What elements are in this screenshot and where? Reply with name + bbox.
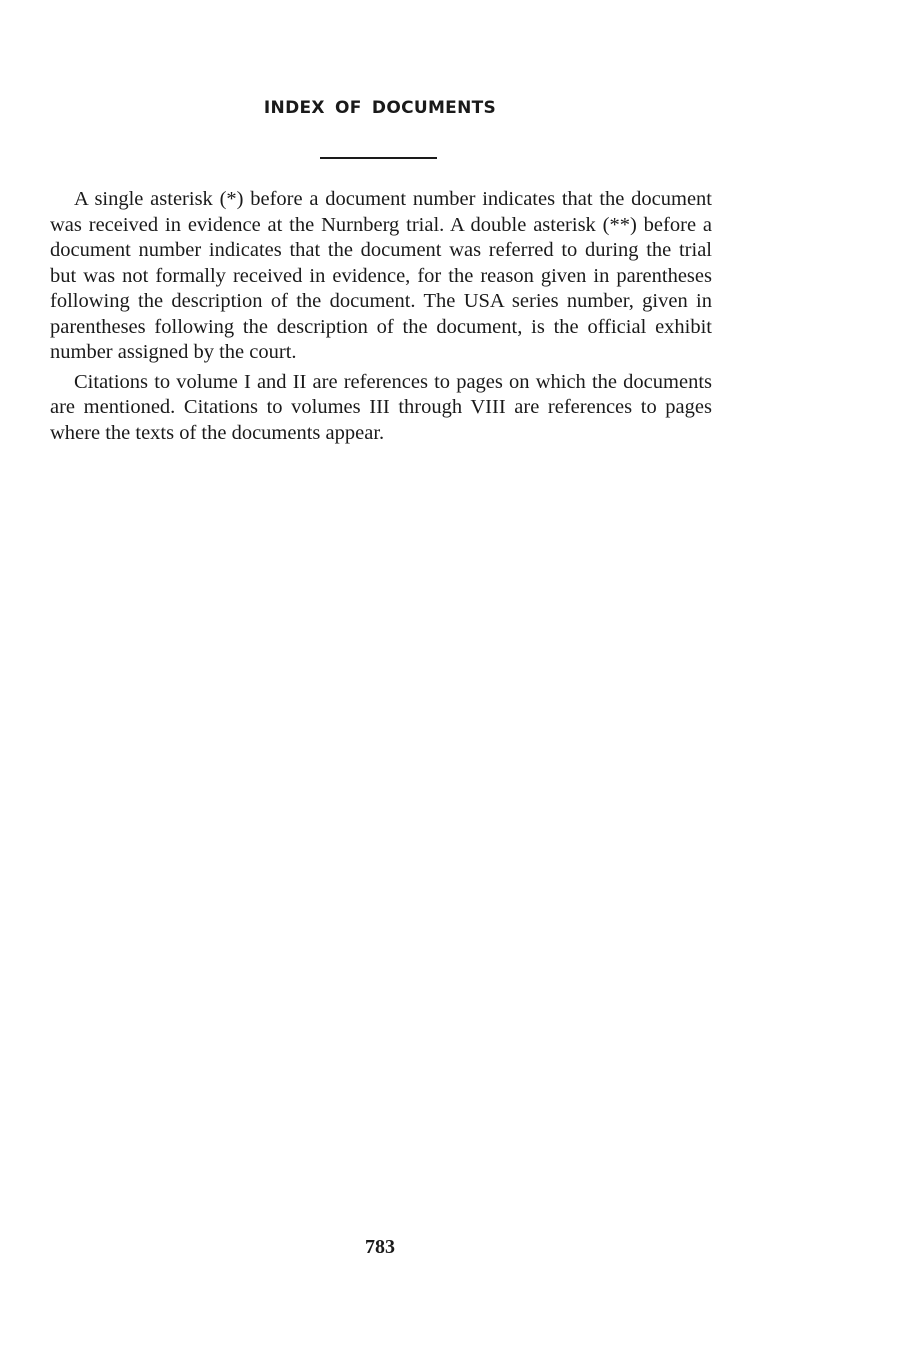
page-heading: INDEX OF DOCUMENTS (263, 98, 497, 118)
page-number: 783 (365, 1236, 395, 1258)
intro-text (50, 187, 712, 450)
paragraph-asterisk-explanation: A single asterisk (*) before a document number indicates that the document was received in evidence at the Nurnberg trial. A double asterisk (**) before a document number indicates that the document was referred to during the trial but was not formally received in evidence, for the reason given in parentheses following the description of the document. The USA series number, given in parentheses following the description of the document, is the official exhibit number assigned by the court. (50, 188, 712, 363)
paragraph-citations-explanation: Citations to volume I and II are references to pages on which the documents are mentioned. Citations to volumes III through VIII are references to pages where the texts of the documents appear. (50, 370, 712, 444)
heading-rule (320, 157, 437, 159)
